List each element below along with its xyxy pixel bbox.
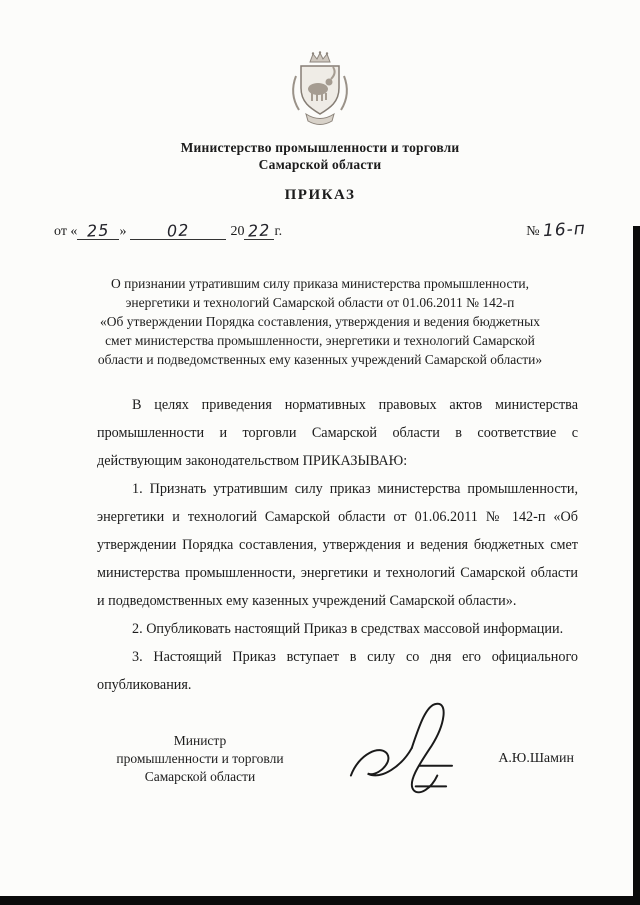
year-prefix-label: 20 — [230, 224, 245, 239]
day-blank — [77, 221, 119, 240]
month-blank — [130, 221, 226, 240]
number-field — [526, 220, 586, 240]
date-field — [54, 221, 282, 240]
order-title-line: области и подведомственных ему казенных учреждений Самарской области» — [97, 352, 543, 367]
date-and-number-row — [0, 220, 640, 240]
paragraph-item-1: 1. Признать утратившим силу приказ министерства промышленности, энергетики и технологий Самарской области от 01.06.2011 № 142-п «Об утверждении Порядка составления, утверждения и ведения бюджетных смет министерства промышленности, энергетики и технологий Самарской области и подведомственных ему казенных учреждений Самарской области». — [97, 481, 578, 609]
year-blank — [244, 221, 274, 240]
paragraph-item-3: 3. Настоящий Приказ вступает в силу со дня его официального опубликования. — [97, 649, 578, 693]
order-title-line: смет министерства промышленности, энергетики и технологий Самарской — [105, 333, 535, 348]
paragraph-item-2: 2. Опубликовать настоящий Приказ в средствах массовой информации. — [132, 621, 564, 637]
handwritten-signature — [324, 697, 474, 805]
ministry-line-1: Министерство промышленности и торговли — [180, 140, 460, 155]
signer-name: А.Ю.Шамин — [498, 751, 574, 766]
scan-edge-right — [633, 226, 640, 905]
signer-post-line: Самарской области — [144, 769, 256, 784]
signer-post — [100, 732, 300, 786]
ministry-line-2: Самарской области — [258, 157, 382, 172]
scan-edge-bottom — [0, 896, 640, 905]
handwritten-day: 25 — [86, 220, 111, 241]
year-suffix-label: г. — [274, 224, 283, 239]
signature-block — [0, 713, 640, 805]
signer-post-line: Министр — [173, 733, 227, 748]
signer-post-line: промышленности и торговли — [116, 751, 284, 766]
document-type-title: ПРИКАЗ — [284, 187, 356, 203]
handwritten-number: 16-п — [542, 218, 587, 242]
date-prefix-label: от « — [54, 224, 78, 239]
date-close-quote: » — [119, 224, 127, 239]
number-label: № — [526, 224, 540, 239]
coat-of-arms-icon — [287, 50, 353, 130]
order-body — [0, 391, 640, 699]
order-title-line: О признании утратившим силу приказа министерства промышленности, — [110, 276, 530, 291]
order-title — [0, 274, 640, 369]
handwritten-month: 02 — [166, 220, 191, 241]
order-title-line: энергетики и технологий Самарской области от 01.06.2011 № 142-п — [125, 295, 515, 310]
handwritten-year: 22 — [247, 220, 272, 241]
order-title-line: «Об утверждении Порядка составления, утверждения и ведения бюджетных — [100, 314, 540, 329]
paragraph-preamble: В целях приведения нормативных правовых актов министерства промышленности и торговли Самарской области в соответствие с действующим законодательством ПРИКАЗЫВАЮ: — [97, 397, 578, 469]
emblem-area — [0, 0, 640, 135]
ministry-name — [0, 139, 640, 173]
